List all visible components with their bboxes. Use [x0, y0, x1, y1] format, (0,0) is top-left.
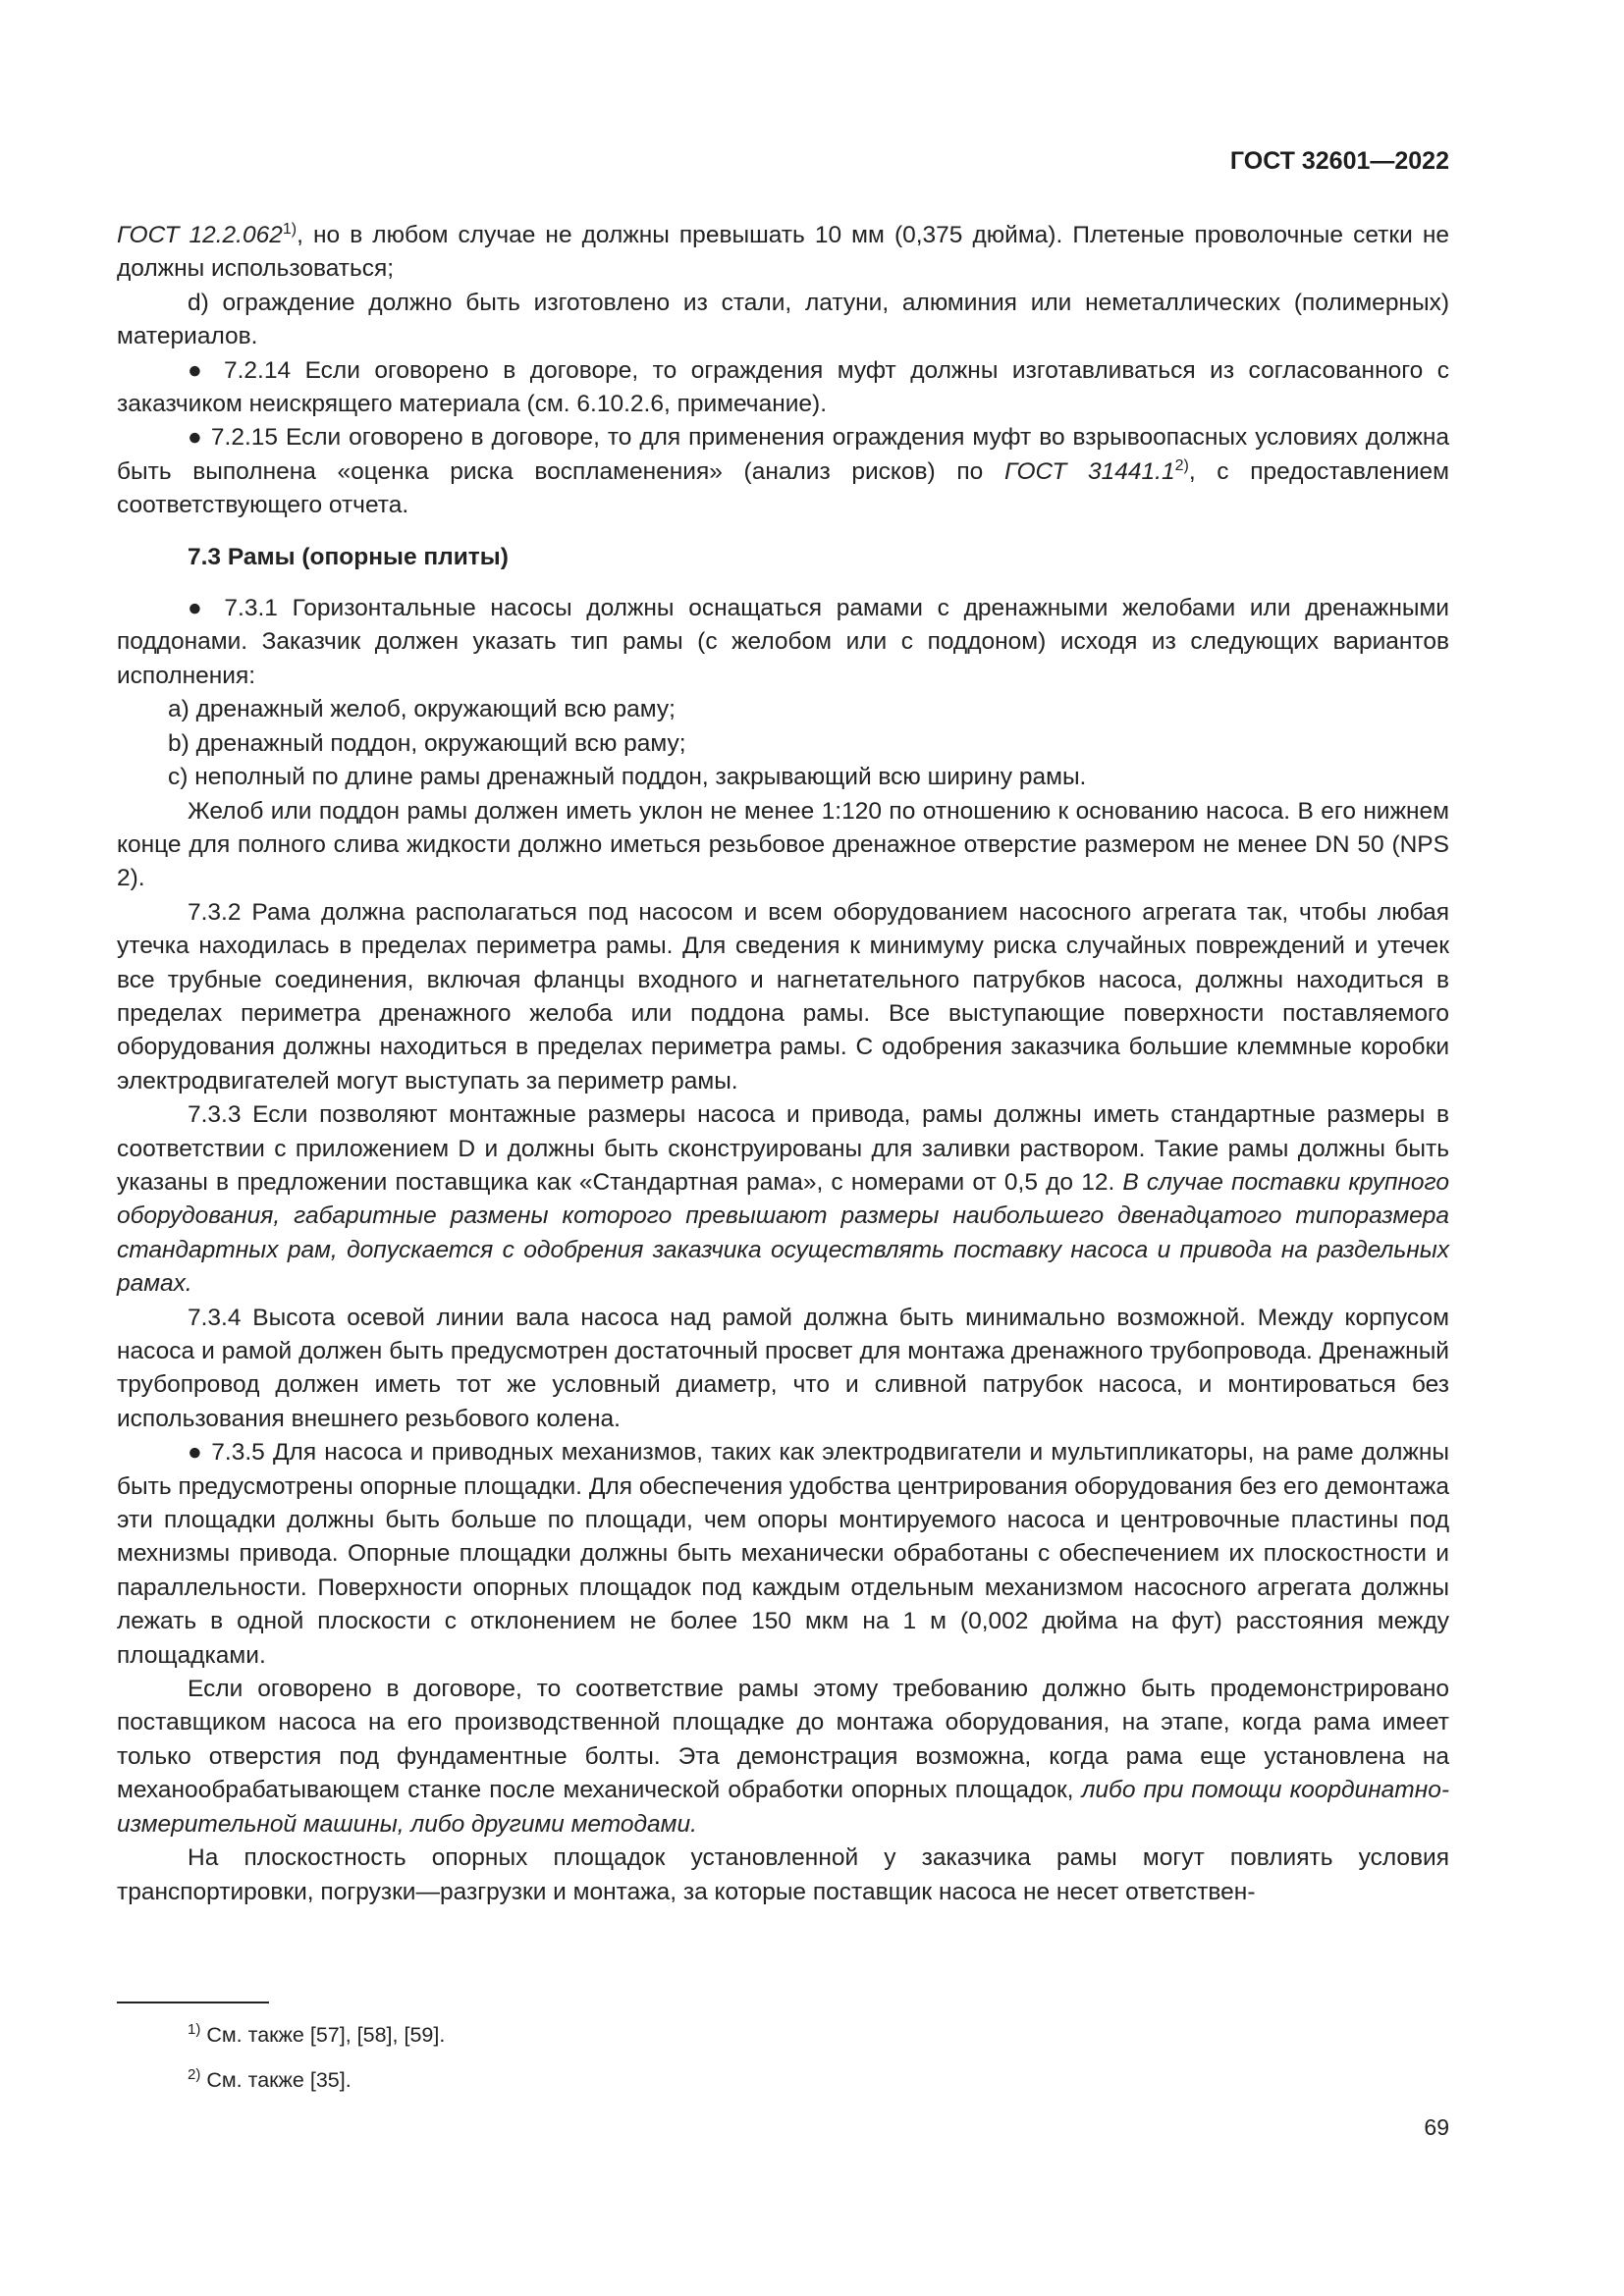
footnotes	[188, 2012, 445, 2103]
footnote-mark: 2)	[1174, 456, 1189, 474]
spacer	[117, 574, 1449, 592]
italic-text: В случае поставки крупного оборудования, габаритные размены которого превышают размеры наибольшего двенадцатого типоразмера стандартных рам, допускается с одобрения заказчика осуществлять поставку насоса и привода на раздельных рамах.	[117, 1168, 1449, 1298]
footnote	[188, 2057, 445, 2103]
paragraph-text: 7.3.3 Если позволяют монтажные размеры насоса и привода, рамы должны иметь стандартные размеры в соответствии с приложением D и должны быть сконструированы для заливки раствором. Такие рамы должны быть указаны в предложении поставщика как «Стандартная рама», с номерами от 0,5 до 12.	[117, 1101, 1449, 1196]
italic-text: либо при помощи координатно-измерительной машины, либо другими методами.	[117, 1777, 1449, 1838]
footnote-mark: 2)	[188, 2065, 201, 2083]
paragraph: 7.3.4 Высота осевой линии вала насоса над рамой должна быть минимально возможной. Между корпусом насоса и рамой должен быть предусмотрен достаточный просвет для монтажа дренажного трубопровода. Дренажный трубопровод должен иметь тот же условный диаметр, что и сливной патрубок насоса, и монтироваться без использования внешнего резьбового колена.	[117, 1304, 1449, 1432]
section-title: 7.3 Рамы (опорные плиты)	[188, 543, 509, 570]
footnote-text: См. также [57], [58], [59].	[206, 2023, 446, 2047]
document-header: ГОСТ 32601—2022	[1229, 147, 1449, 175]
paragraph: d) ограждение должно быть изготовлено из стали, латуни, алюминия или неметаллических (полимерных) материалов.	[117, 289, 1449, 350]
paragraph: ● 7.3.1 Горизонтальные насосы должны оснащаться рамами с дренажными желобами или дренажными поддонами. Заказчик должен указать тип рамы (с желобом или с поддоном) исходя из следующих вариантов исполнения:	[117, 595, 1449, 689]
paragraph: На плоскостность опорных площадок установленной у заказчика рамы могут повлиять условия транспортировки, погрузки—разгрузки и монтажа, за которые поставщик насоса не несет ответствен-	[117, 1844, 1449, 1905]
footnote-mark: 1)	[282, 220, 298, 238]
paragraph	[117, 219, 1449, 287]
page-number: 69	[1424, 2114, 1449, 2140]
paragraph-text: , с предоставлением соответствующего отчета.	[117, 457, 1449, 519]
paragraph: Желоб или поддон рамы должен иметь уклон не менее 1:120 по отношению к основанию насоса. В его нижнем конце для полного слива жидкости должно иметься резьбовое дренажное отверстие размером не менее DN 50 (NPS 2).	[117, 797, 1449, 892]
paragraph: ● 7.3.5 Для насоса и приводных механизмов, таких как электродвигатели и мультипликаторы, на раме должны быть предусмотрены опорные площадки. Для обеспечения удобства центрирования оборудования без его демонтажа эти площадки должны быть больше по площади, чем опоры монтируемого насоса и центровочные пластины под мехнизмы привода. Опорные площадки должны быть механически обработаны с обеспечением их плоскостности и параллельности. Поверхности опорных площадок под каждым отдельным механизмом насосного агрегата должны лежать в одной плоскости с отклонением не более 150 мкм на 1 м (0,002 дюйма на фут) расстояния между площадками.	[117, 1439, 1449, 1669]
paragraph-text: ● 7.2.15 Если оговорено в договоре, то для применения ограждения муфт во взрывоопасных условиях должна быть выполнена «оценка риска воспламенения» (анализ рисков) по	[117, 424, 1449, 485]
page-body	[117, 219, 1449, 1909]
footnote-mark: 1)	[188, 2020, 201, 2038]
paragraph-text: Если оговорено в договоре, то соответствие рамы этому требованию должно быть продемонстрировано поставщиком насоса на его производственной площадке до монтажа оборудования, на этапе, когда рама имеет только отверстия под фундаментные болты. Эта демонстрация возможна, когда рама еще установлена на механообрабатывающем станке после механической обработки опорных площадок,	[117, 1676, 1449, 1804]
footnote-divider	[117, 2002, 269, 2003]
list-item: c) неполный по длине рамы дренажный поддон, закрывающий всю ширину рамы.	[168, 764, 1087, 791]
paragraph-text: , но в любом случае не должны превышать 10 мм (0,375 дюйма). Плетеные проволочные сетки не должны использоваться;	[117, 222, 1449, 283]
paragraph: 7.3.2 Рама должна располагаться под насосом и всем оборудованием насосного агрегата так, чтобы любая утечка находилась в пределах периметра рамы. Для сведения к минимуму риска случайных повреждений и утечек все трубные соединения, включая фланцы входного и нагнетательного патрубков насоса, должны находиться в пределах периметра дренажного желоба или поддона рамы. Все выступающие поверхности поставляемого оборудования должны находиться в пределах периметра рамы. С одобрения заказчика большие клеммные коробки электродвигателей могут выступать за периметр рамы.	[117, 898, 1449, 1095]
paragraph	[117, 421, 1449, 522]
paragraph	[117, 1098, 1449, 1301]
list-item: b) дренажный поддон, окружающий всю раму;	[168, 729, 686, 757]
paragraph: ● 7.2.14 Если оговорено в договоре, то ограждения муфт должны изготавливаться из согласованного с заказчиком неискрящего материала (см. 6.10.2.6, примечание).	[117, 356, 1449, 418]
footnote-text: См. также [35].	[206, 2068, 352, 2092]
list-item: a) дренажный желоб, окружающий всю раму;	[168, 696, 676, 723]
footnote	[188, 2012, 445, 2057]
standard-reference: ГОСТ 12.2.062	[117, 222, 283, 248]
standard-reference: ГОСТ 31441.1	[1003, 457, 1175, 485]
paragraph	[117, 1673, 1449, 1842]
spacer	[117, 523, 1449, 541]
